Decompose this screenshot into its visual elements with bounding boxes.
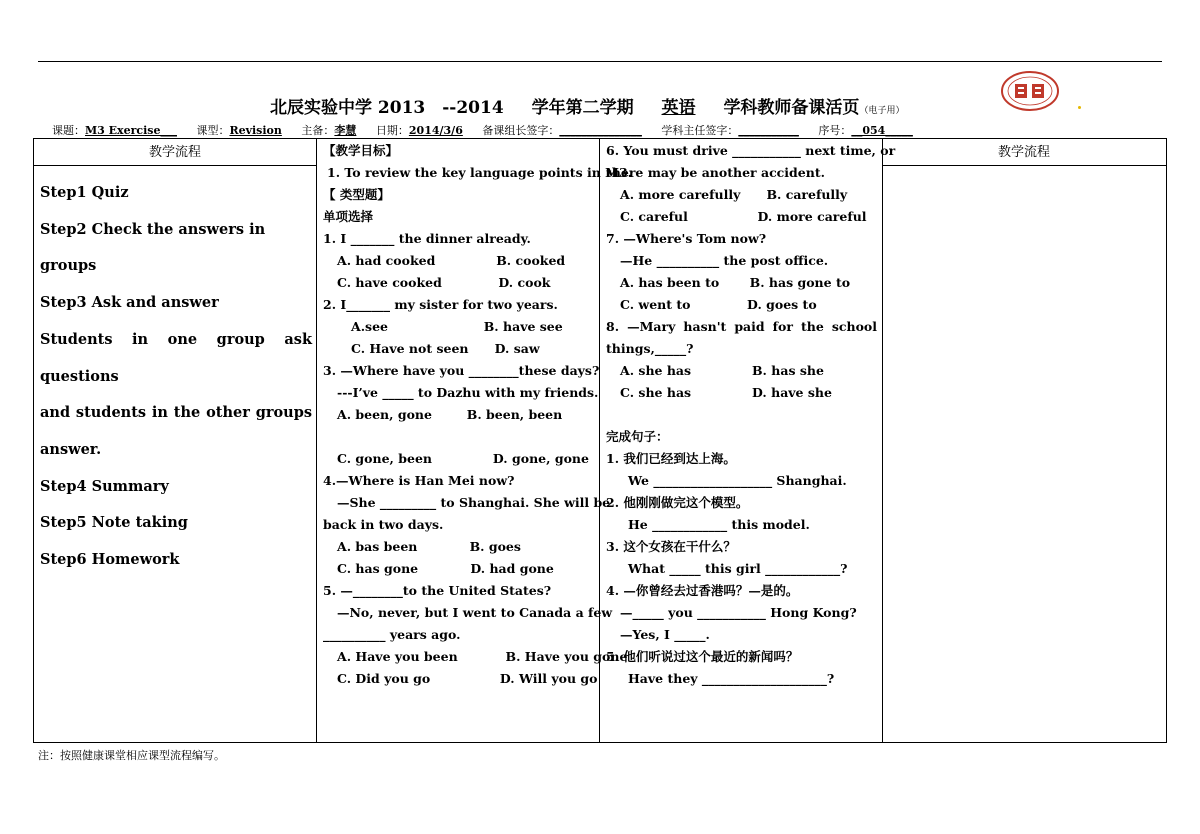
- title-school: 北辰实验中学 2013 --2014: [270, 98, 504, 118]
- option-line: A. Have you been B. Have you gone: [337, 649, 628, 664]
- question-type-heading: 【 类型题】: [323, 187, 390, 202]
- topic-value: M3 Exercise___: [85, 124, 177, 137]
- step-item: Students in one group ask questions: [40, 330, 312, 385]
- option-line: C. careful D. more careful: [620, 209, 867, 224]
- option-line: C. has gone D. had gone: [337, 561, 554, 576]
- mark-dot: [1078, 106, 1081, 109]
- top-rule: [38, 61, 1162, 62]
- option-line: C. Have not seen D. saw: [351, 341, 540, 356]
- objective-heading: 【教学目标】: [323, 143, 399, 158]
- question-line: 7. —Where's Tom now?: [606, 231, 767, 246]
- group-leader-signature: _______________: [559, 124, 642, 137]
- col-divider: [882, 139, 883, 742]
- school-seal-logo: [1000, 70, 1060, 112]
- question-line: —She _________ to Shanghai. She will be: [337, 495, 611, 510]
- type-value: Revision: [229, 124, 282, 137]
- page-title: [270, 93, 904, 118]
- serial-value: __054_____: [851, 124, 913, 137]
- lesson-table: [33, 138, 1167, 743]
- footnote: 注：按照健康课堂相应课型流程编写。: [38, 749, 225, 762]
- exercises-col-1: [323, 140, 633, 690]
- sentence-prompt: 3. 这个女孩在干什么？: [606, 539, 736, 554]
- option-line: A. more carefully B. carefully: [620, 187, 848, 202]
- col-divider: [316, 139, 317, 742]
- preparer-value: 李慧: [334, 124, 357, 137]
- step-item: Step3 Ask and answer: [40, 294, 219, 312]
- question-line: 2. I_______ my sister for two years.: [323, 297, 558, 312]
- sentence-answer: We ___________________ Shanghai.: [628, 473, 847, 488]
- question-line: 5. —________to the United States?: [323, 583, 552, 598]
- blank-line: [323, 426, 594, 448]
- step-item: Step2 Check the answers in groups: [40, 220, 266, 275]
- col1-header: 教学流程: [148, 145, 201, 160]
- objective-text: 1. To review the key language points in M3.: [327, 165, 633, 180]
- question-line: ---I’ve _____ to Dazhu with my friends.: [337, 385, 599, 400]
- header-rule: [882, 165, 1166, 166]
- step-item: and students in the other groups: [40, 404, 312, 422]
- step-item: Step5 Note taking: [40, 514, 188, 532]
- sentence-answer: —Yes, I _____.: [620, 627, 710, 642]
- title-term: 学年第二学期: [531, 98, 634, 118]
- question-line: back in two days.: [323, 517, 444, 532]
- section-heading: 单项选择: [323, 209, 374, 224]
- question-line: things,_____?: [606, 341, 694, 356]
- question-line: 3. —Where have you ________these days?: [323, 363, 600, 378]
- option-line: A. has been to B. has gone to: [620, 275, 851, 290]
- question-line: —No, never, but I went to Canada a few: [337, 605, 613, 620]
- sentence-answer: —_____ you ___________ Hong Kong?: [620, 605, 857, 620]
- sentence-prompt: 4. —你曾经去过香港吗？—是的。: [606, 583, 799, 598]
- option-line: A. had cooked B. cooked: [337, 253, 566, 268]
- header-rule: [34, 165, 316, 166]
- option-line: A. bas been B. goes: [337, 539, 521, 554]
- sentence-answer: He ____________ this model.: [628, 517, 810, 532]
- blank-line: [606, 404, 877, 426]
- date-value: 2014/3/6: [408, 124, 463, 137]
- question-line: 4.—Where is Han Mei now?: [323, 473, 515, 488]
- director-signature: ___________: [738, 124, 799, 137]
- question-line: —He __________ the post office.: [620, 253, 829, 268]
- sentence-prompt: 5. 他们听说过这个最近的新闻吗？: [606, 649, 799, 664]
- option-line: C. have cooked D. cook: [337, 275, 551, 290]
- step-item: Step6 Homework: [40, 551, 180, 569]
- title-edition: （电子用）: [859, 106, 905, 116]
- option-line: A.see B. have see: [351, 319, 563, 334]
- question-line: there may be another accident.: [606, 165, 825, 180]
- option-line: A. she has B. has she: [620, 363, 824, 378]
- step-item: Step4 Summary: [40, 477, 169, 495]
- teaching-steps: [40, 175, 312, 579]
- meta-row: 课题：M3 Exercise___ 课型：Revision 主备：李慧 日期：2014/3/6 备课组长签字：_______________ 学科主任签字：___________ 序号：__054_____: [52, 124, 913, 137]
- option-line: C. went to D. goes to: [620, 297, 817, 312]
- section-heading: 完成句子：: [606, 429, 669, 444]
- step-item: answer.: [40, 440, 102, 458]
- title-page-name: 学科教师备课活页: [723, 98, 860, 118]
- title-subject: 英语: [661, 98, 696, 118]
- sentence-answer: What _____ this girl ____________?: [628, 561, 848, 576]
- col4-header: 教学流程: [997, 145, 1050, 160]
- exercises-col-2: [606, 140, 896, 690]
- question-line: __________ years ago.: [323, 627, 461, 642]
- option-line: A. been, gone B. been, been: [337, 407, 563, 422]
- sentence-prompt: 1. 我们已经到达上海。: [606, 451, 736, 466]
- sentence-prompt: 2. 他刚刚做完这个模型。: [606, 495, 749, 510]
- option-line: C. she has D. have she: [620, 385, 832, 400]
- question-line: 1. I _______ the dinner already.: [323, 231, 531, 246]
- option-line: C. Did you go D. Will you go: [337, 671, 598, 686]
- option-line: C. gone, been D. gone, gone: [337, 451, 589, 466]
- question-line: 8. —Mary hasn't paid for the school: [606, 319, 877, 334]
- question-line: 6. You must drive ___________ next time, or: [606, 143, 896, 158]
- sentence-answer: Have they ____________________?: [628, 671, 835, 686]
- step-item: Step1 Quiz: [40, 184, 129, 201]
